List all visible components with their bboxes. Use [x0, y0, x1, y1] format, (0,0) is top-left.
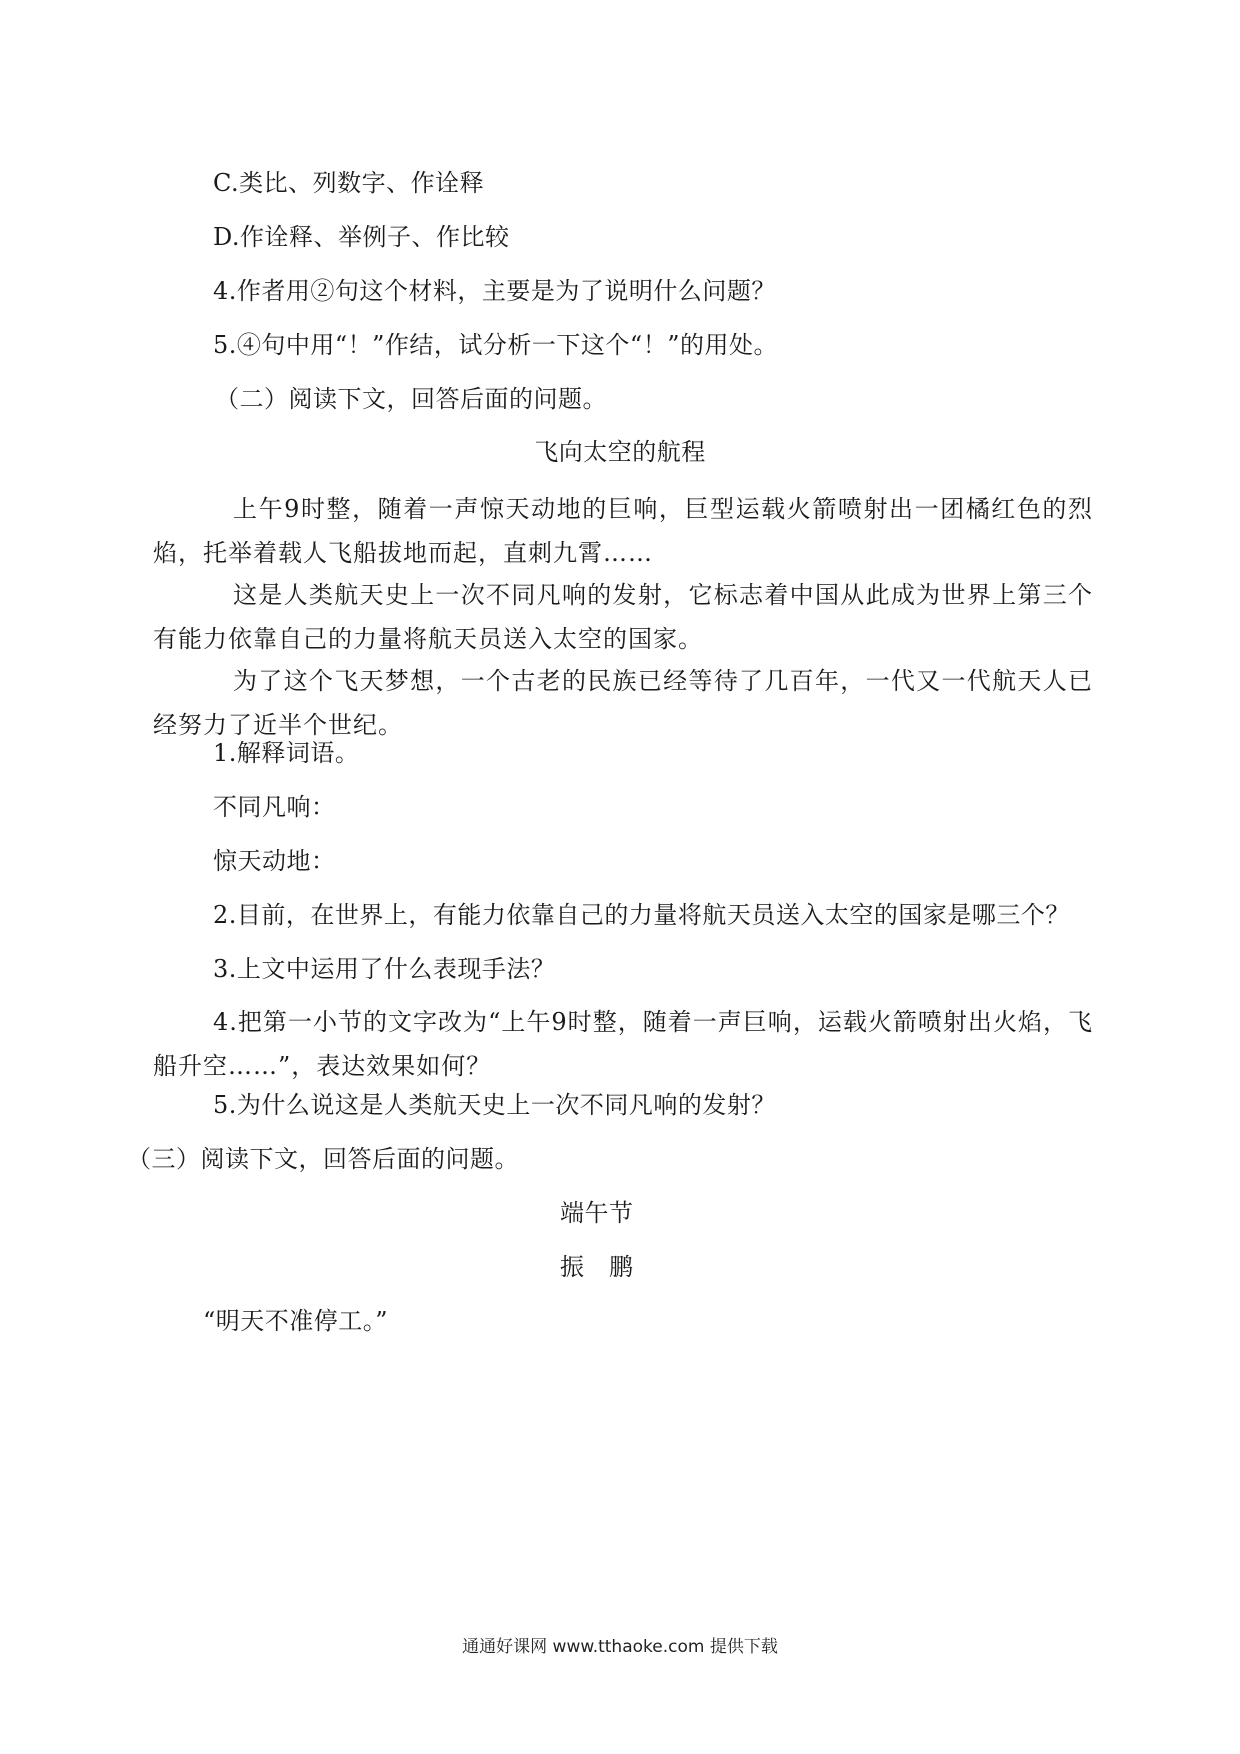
question-2-3: 3.上文中运用了什么表现手法？	[213, 955, 556, 983]
option-d: D.作诠释、举例子、作比较	[213, 223, 510, 251]
passage-2-title: 飞向太空的航程	[534, 438, 706, 466]
section-2-heading: （二）阅读下文，回答后面的问题。	[215, 385, 607, 413]
passage-3-author: 振 鹏	[560, 1253, 634, 1281]
passage-2-paragraph-1: 上午9时整，随着一声惊天动地的巨响，巨型运载火箭喷射出一团橘红色的烈焰，托举着载人飞船拔地而起，直刺九霄……	[153, 495, 1093, 567]
question-2-2: 2.目前，在世界上，有能力依靠自己的力量将航天员送入太空的国家是哪三个？	[213, 901, 1070, 929]
passage-3-first-line: “明天不准停工。”	[203, 1307, 389, 1335]
passage-2-paragraph-3: 为了这个飞天梦想，一个古老的民族已经等待了几百年，一代又一代航天人已经努力了近半个世纪。	[153, 667, 1093, 739]
question-4: 4.作者用②句这个材料，主要是为了说明什么问题？	[213, 277, 776, 305]
question-2-5: 5.为什么说这是人类航天史上一次不同凡响的发射？	[213, 1091, 776, 1119]
passage-3-title: 端午节	[560, 1199, 634, 1227]
section-3-heading: （三）阅读下文，回答后面的问题。	[127, 1145, 519, 1173]
passage-2-paragraph-2: 这是人类航天史上一次不同凡响的发射，它标志着中国从此成为世界上第三个有能力依靠自己的力量将航天员送入太空的国家。	[153, 581, 1093, 653]
term-2: 惊天动地：	[213, 847, 336, 875]
question-2-4: 4.把第一小节的文字改为“上午9时整，随着一声巨响，运载火箭喷射出火焰，飞船升空……”，表达效果如何？	[153, 1008, 1093, 1080]
question-5: 5.④句中用“！”作结，试分析一下这个“！”的用处。	[213, 331, 778, 359]
question-2-1: 1.解释词语。	[213, 739, 360, 767]
download-footer: 通通好课网 www.tthaoke.com 提供下载	[462, 1637, 778, 1657]
option-c: C.类比、列数字、作诠释	[213, 169, 485, 197]
term-1: 不同凡响：	[213, 793, 336, 821]
